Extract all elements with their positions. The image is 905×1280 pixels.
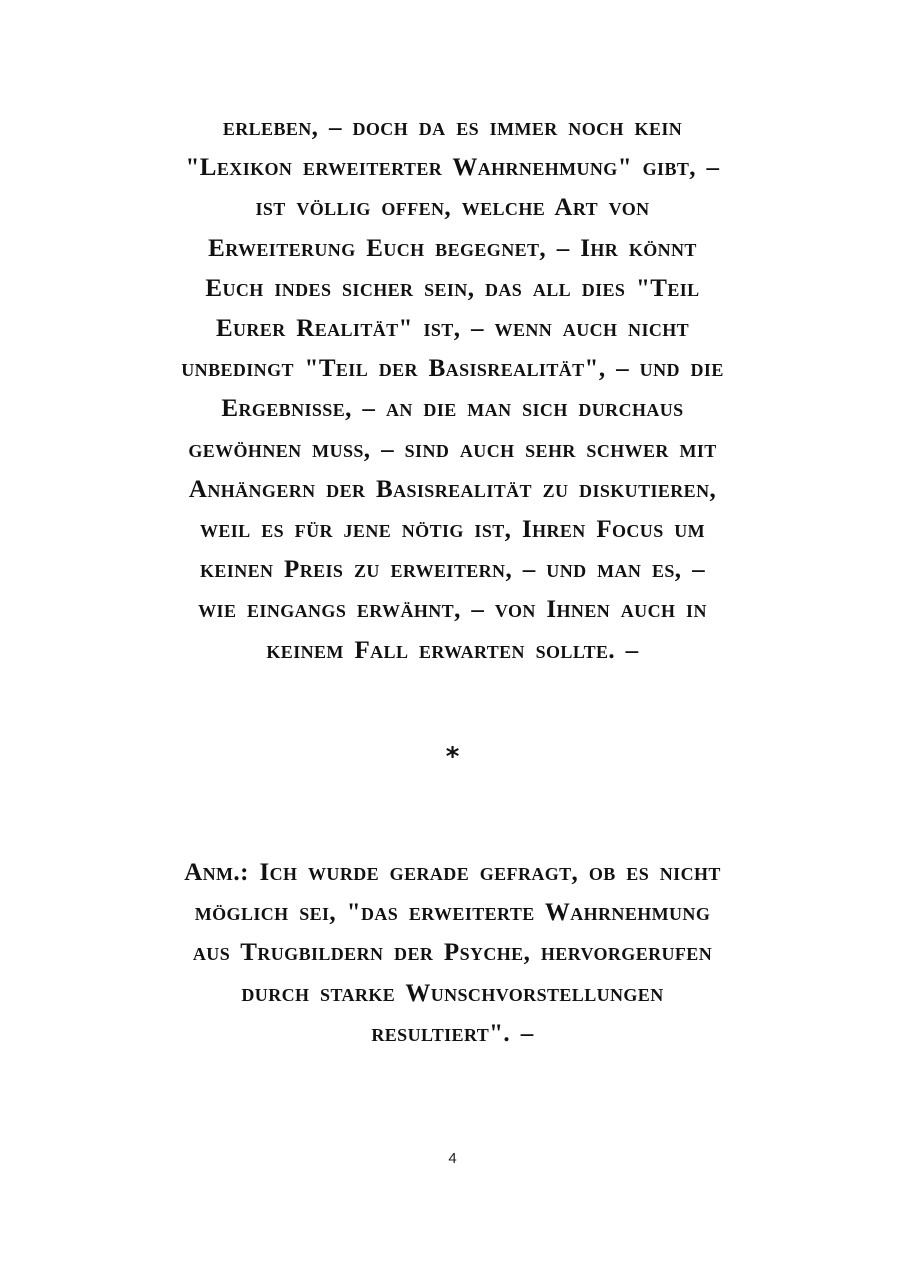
- text-line: wie eingangs erwähnt, – von Ihnen auch in: [198, 596, 707, 624]
- text-line: keinen Preis zu erweitern, – und man es, –: [199, 556, 705, 584]
- text-line: möglich sei, "das erweiterte Wahrnehmung: [194, 899, 711, 927]
- text-line: Euch indes sicher sein, das all dies "Teil: [205, 274, 700, 302]
- page-number: 4: [448, 1150, 457, 1167]
- section-separator: *: [445, 742, 460, 772]
- text-line: weil es für jene nötig ist, Ihren Focus um: [199, 516, 706, 544]
- text-line: aus Trugbildern der Psyche, hervorgerufen: [192, 939, 713, 967]
- text-line: unbedingt "Teil der Basisrealität", – und die: [181, 355, 724, 383]
- main-paragraph: [0, 108, 905, 671]
- text-line: keinem Fall erwarten sollte. –: [266, 636, 639, 664]
- text-line: Anm.: Ich wurde gerade gefragt, ob es nicht: [184, 859, 721, 886]
- text-line: ist völlig offen, welche Art von: [255, 194, 650, 222]
- text-line: Eurer Realität" ist, – wenn auch nicht: [215, 315, 690, 343]
- note-paragraph: [0, 853, 905, 1054]
- text-line: Erweiterung Euch begegnet, – Ihr könnt: [208, 234, 697, 262]
- text-line: erleben, – doch da es immer noch kein: [222, 114, 683, 141]
- text-line: "Lexikon erweiterter Wahrnehmung" gibt, –: [185, 154, 720, 182]
- text-line: Ergebnisse, – an die man sich durchaus: [221, 395, 684, 423]
- text-line: Anhängern der Basisrealität zu diskutieren,: [188, 475, 717, 503]
- text-line: gewöhnen muss, – sind auch sehr schwer mit: [188, 435, 717, 463]
- text-line: resultiert". –: [371, 1019, 534, 1047]
- text-line: durch starke Wunschvorstellungen: [241, 979, 664, 1007]
